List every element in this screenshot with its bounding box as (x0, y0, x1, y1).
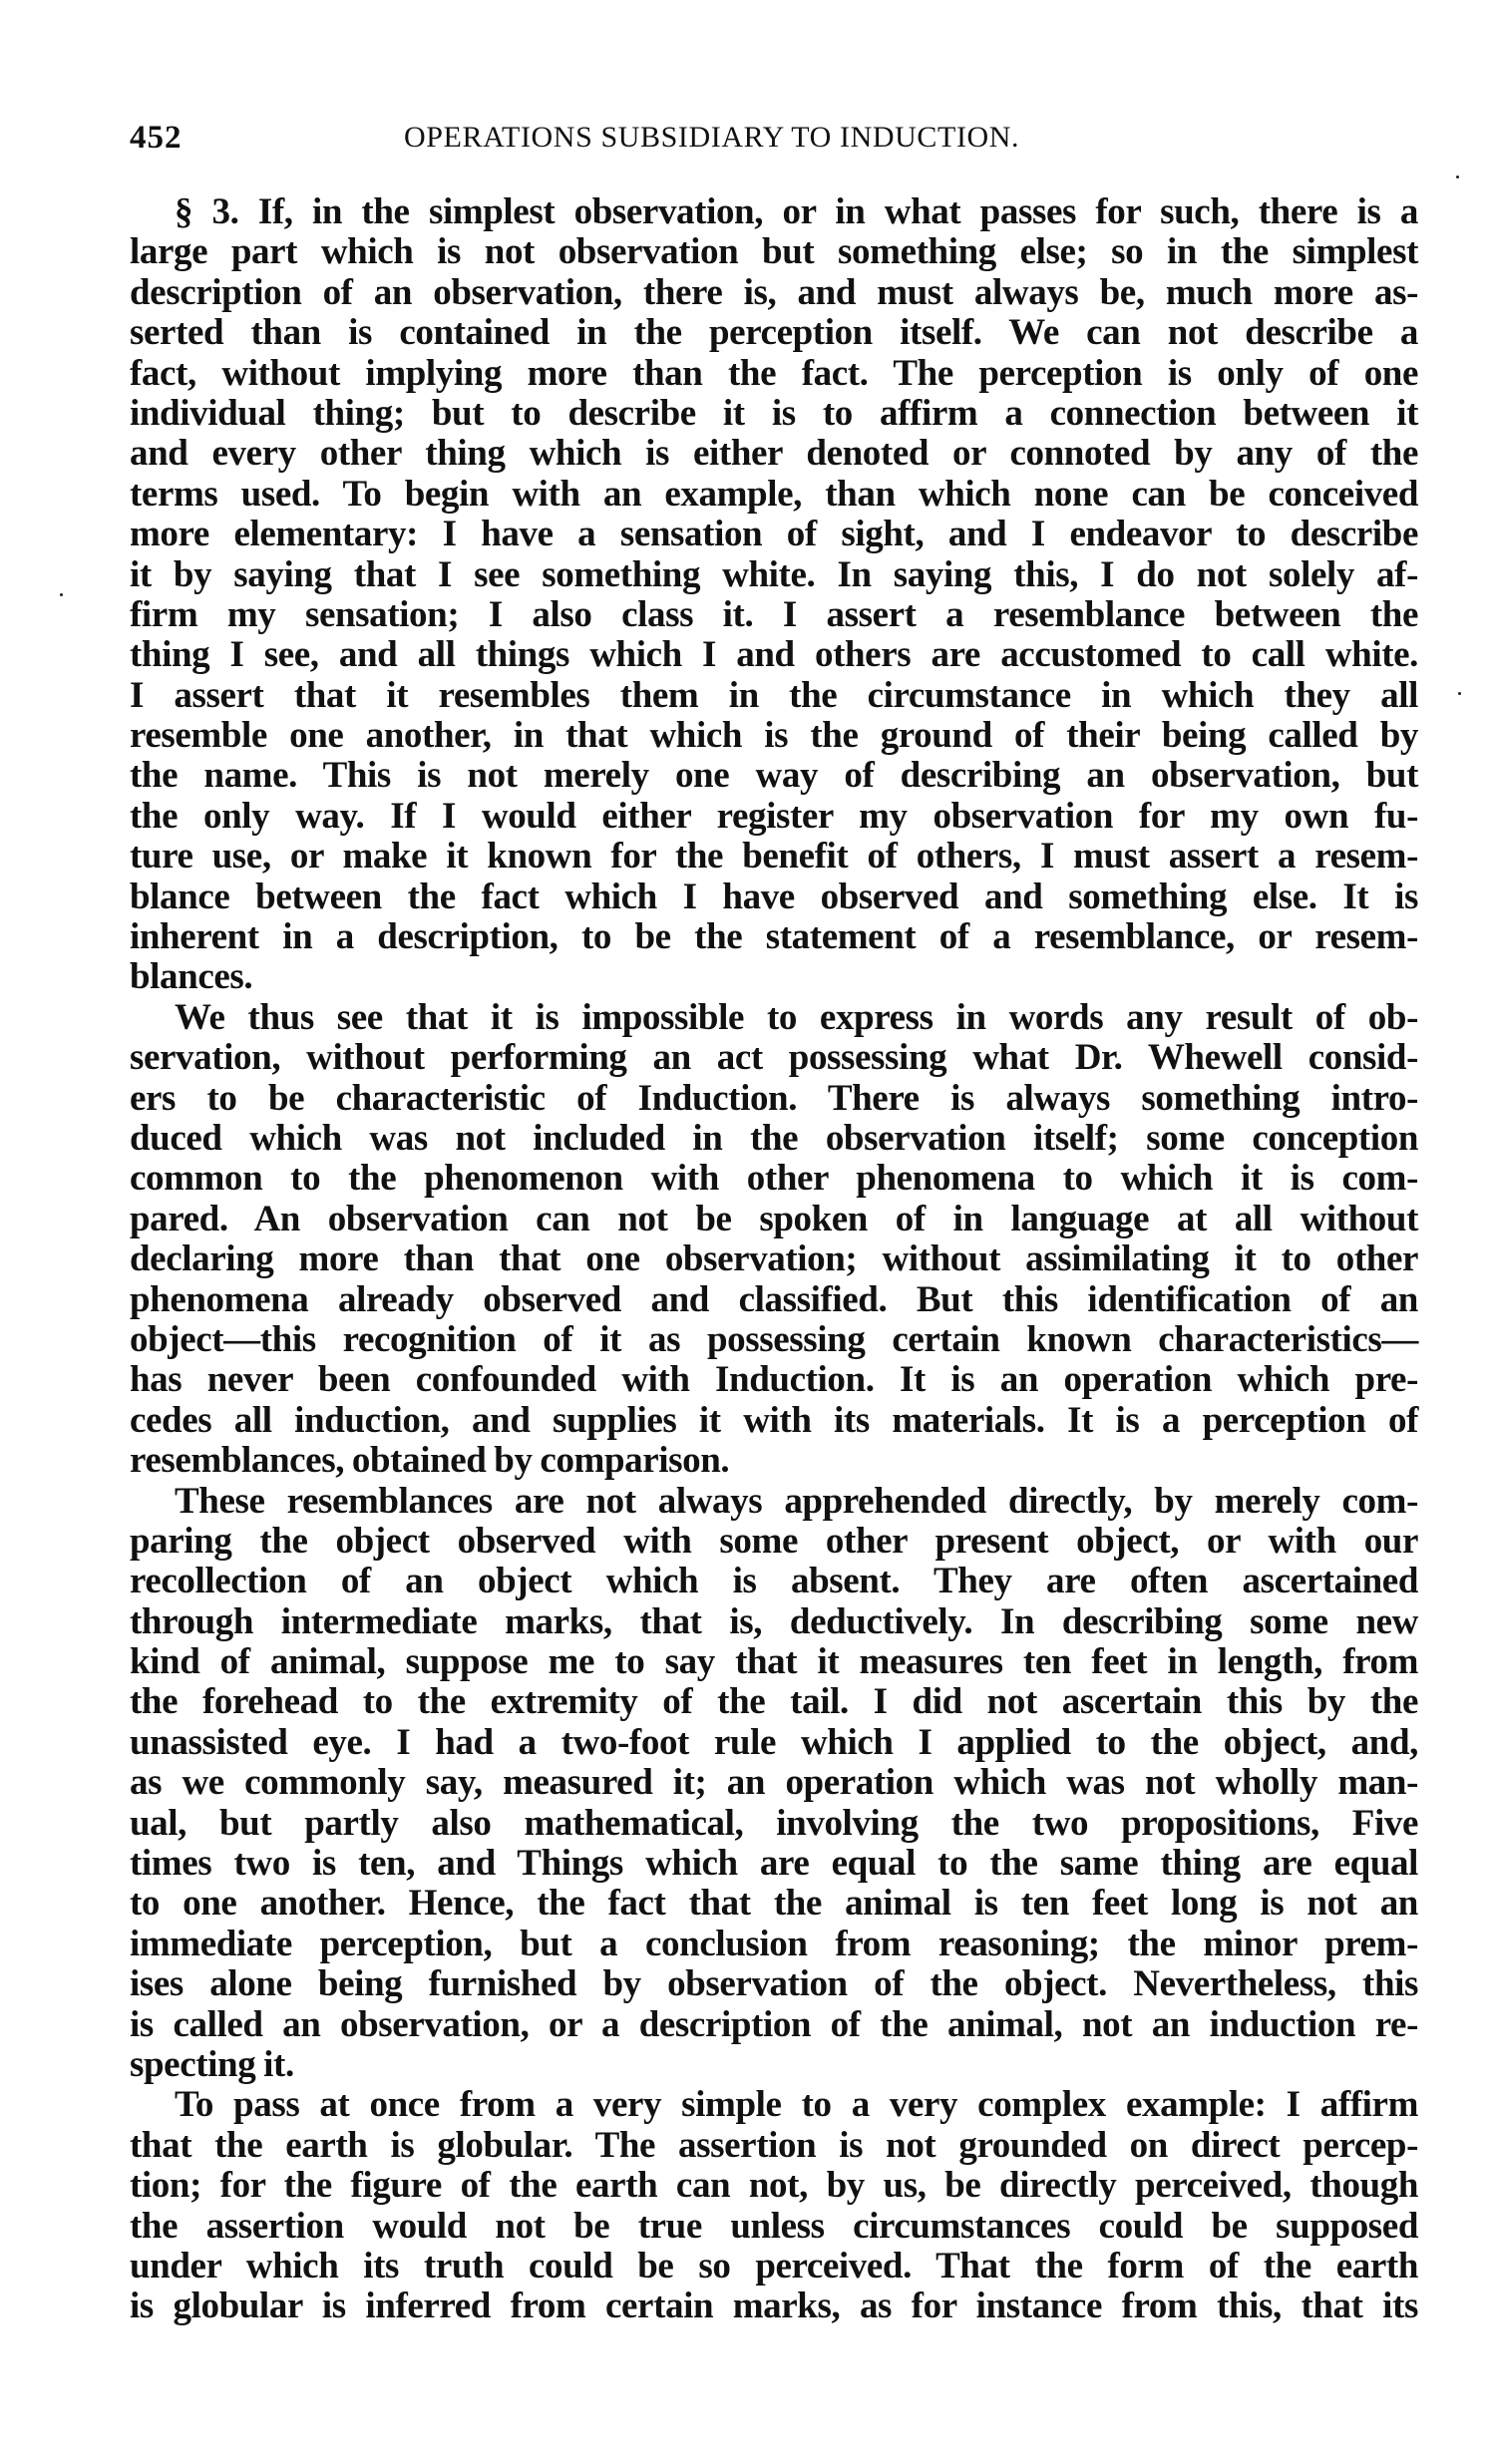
text-line-content: ture use, or make it known for the benefit of others, I must assert a resem- (130, 836, 1418, 878)
text-line (130, 635, 1418, 675)
text-line (130, 2085, 1418, 2125)
text-line (130, 1723, 1418, 1763)
text-line-content: ises alone being furnished by observation of the object. Nevertheless, this (130, 1963, 1418, 2005)
text-line-content: to one another. Hence, the fact that the animal is ten feet long is not an (130, 1883, 1418, 1925)
text-line (130, 998, 1418, 1038)
text-line (130, 192, 1418, 232)
text-line (130, 1119, 1418, 1159)
text-line-content: fact, without implying more than the fact. The perception is only of one (130, 352, 1418, 394)
body-text (130, 192, 1418, 2327)
text-line-content: times two is ten, and Things which are equal to the same thing are equal (130, 1843, 1418, 1885)
text-line-content: We thus see that it is impossible to express in words any result of ob- (175, 996, 1418, 1038)
text-line (130, 1280, 1418, 1320)
text-line-content: has never been confounded with Induction. It is an operation which pre- (130, 1359, 1418, 1401)
scan-speck (1458, 692, 1461, 695)
text-line (130, 1441, 1418, 1481)
text-line-content: more elementary: I have a sensation of sight, and I endeavor to describe (130, 514, 1418, 555)
text-line (130, 394, 1418, 434)
text-line-content: through intermediate marks, that is, deductively. In describing some new (130, 1600, 1418, 1642)
text-line (130, 1562, 1418, 1601)
text-line-content: the name. This is not merely one way of describing an observation, but (130, 755, 1418, 797)
text-line (130, 354, 1418, 394)
text-line (130, 595, 1418, 635)
text-line (130, 1964, 1418, 2004)
text-line (130, 313, 1418, 353)
text-line (130, 515, 1418, 554)
text-line-content: as we commonly say, measured it; an operation which was not wholly man- (130, 1762, 1418, 1804)
text-line-content: is called an observation, or a description of the animal, not an induction re- (130, 2003, 1418, 2045)
paragraph (130, 192, 1418, 998)
text-line-content: serted than is contained in the perception itself. We can not describe a (130, 312, 1418, 354)
text-line-content: declaring more than that one observation; without assimilating it to other (130, 1238, 1418, 1280)
text-line (130, 1239, 1418, 1279)
text-line-content: specting it. (130, 2043, 294, 2085)
text-line-content: ual, but partly also mathematical, involving the two propositions, Five (130, 1802, 1418, 1844)
text-line-content: tion; for the figure of the earth can not, by us, be directly perceived, though (130, 2165, 1418, 2207)
text-line (130, 917, 1418, 957)
text-line-content: resemblances, obtained by comparison. (130, 1440, 730, 1482)
paragraph (130, 2085, 1418, 2326)
text-line-content: the only way. If I would either register my observation for my own fu- (130, 795, 1418, 837)
text-line (130, 232, 1418, 272)
text-line (130, 756, 1418, 796)
text-line-content: firm my sensation; I also class it. I assert a resemblance between the (130, 593, 1418, 635)
text-line-content: I assert that it resembles them in the circumstance in which they all (130, 674, 1418, 716)
scan-speck (60, 593, 63, 596)
text-line-content: terms used. To begin with an example, than which none can be conceived (130, 473, 1418, 515)
text-line (130, 1682, 1418, 1722)
text-line-content: inherent in a description, to be the statement of a resemblance, or resem- (130, 916, 1418, 958)
text-line-content: ers to be characteristic of Induction. There is always something intro- (130, 1077, 1418, 1119)
text-line-content: individual thing; but to describe it is to affirm a connection between it (130, 392, 1418, 434)
text-line-content: paring the object observed with some other present object, or with our (130, 1520, 1418, 1562)
text-line-content: that the earth is globular. The assertion is not grounded on direct percep- (130, 2124, 1418, 2166)
running-head: OPERATIONS SUBSIDIARY TO INDUCTION. (404, 121, 1020, 154)
text-line-content: servation, without performing an act possessing what Dr. Whewell consid- (130, 1037, 1418, 1079)
text-line (130, 1038, 1418, 1078)
text-line-content: blances. (130, 956, 253, 998)
page-header (130, 118, 1418, 158)
text-line-content: the assertion would not be true unless circumstances could be supposed (130, 2205, 1418, 2247)
text-line (130, 837, 1418, 877)
text-line (130, 273, 1418, 313)
text-line (130, 2005, 1418, 2045)
text-line (130, 1360, 1418, 1400)
text-line-content: cedes all induction, and supplies it with its materials. It is a perception of (130, 1399, 1418, 1441)
text-line-content: kind of animal, suppose me to say that it measures ten feet in length, from (130, 1641, 1418, 1683)
text-line-content: resemble one another, in that which is the ground of their being called by (130, 715, 1418, 757)
text-line-content: is globular is inferred from certain marks, as for instance from this, that its (130, 2286, 1418, 2327)
text-line (130, 1642, 1418, 1682)
text-line (130, 1602, 1418, 1642)
text-line-content: thing I see, and all things which I and others are accustomed to call white. (130, 634, 1418, 676)
text-line-content: unassisted eye. I had a two-foot rule which I applied to the object, and, (130, 1721, 1418, 1763)
text-line (130, 1925, 1418, 1964)
text-line (130, 1763, 1418, 1803)
text-line (130, 1884, 1418, 1924)
text-line (130, 1804, 1418, 1844)
text-line-content: pared. An observation can not be spoken of in language at all without (130, 1198, 1418, 1239)
text-line-content: duced which was not included in the observation itself; some conception (130, 1117, 1418, 1159)
text-line (130, 676, 1418, 716)
text-line-content: common to the phenomenon with other phenomena to which it is com- (130, 1158, 1418, 1200)
text-line-content: large part which is not observation but something else; so in the simplest (130, 231, 1418, 273)
text-line (130, 1200, 1418, 1239)
text-line (130, 555, 1418, 595)
text-line-content: and every other thing which is either denoted or connoted by any of the (130, 433, 1418, 475)
text-line (130, 2287, 1418, 2326)
text-line (130, 1401, 1418, 1441)
text-line (130, 1079, 1418, 1119)
text-line-content: recollection of an object which is absent. They are often ascertained (130, 1561, 1418, 1602)
text-line-content: § 3. If, in the simplest observation, or in what passes for such, there is a (175, 191, 1418, 232)
text-line (130, 1482, 1418, 1522)
text-line (130, 1844, 1418, 1884)
text-line (130, 2247, 1418, 2287)
text-line (130, 957, 1418, 997)
paragraph (130, 1482, 1418, 2086)
text-line (130, 2166, 1418, 2206)
text-line-content: phenomena already observed and classified. But this identification of an (130, 1278, 1418, 1320)
page-number: 452 (130, 120, 183, 156)
text-line (130, 716, 1418, 756)
text-line (130, 878, 1418, 917)
paragraph (130, 998, 1418, 1482)
text-line-content: These resemblances are not always apprehended directly, by merely com- (175, 1480, 1418, 1522)
text-line (130, 2126, 1418, 2166)
text-line-content: the forehead to the extremity of the tail. I did not ascertain this by the (130, 1681, 1418, 1723)
text-line (130, 797, 1418, 837)
text-line-content: blance between the fact which I have observed and something else. It is (130, 876, 1418, 917)
text-line (130, 434, 1418, 474)
text-line-content: under which its truth could be so perceived. That the form of the earth (130, 2245, 1418, 2287)
text-line-content: To pass at once from a very simple to a very complex example: I affirm (175, 2084, 1418, 2126)
text-line (130, 1522, 1418, 1562)
text-line (130, 475, 1418, 515)
text-line-content: object—this recognition of it as possessing certain known characteristics— (130, 1318, 1418, 1360)
text-line-content: immediate perception, but a conclusion from reasoning; the minor prem- (130, 1923, 1418, 1964)
text-line (130, 1320, 1418, 1360)
text-line-content: description of an observation, there is, and must always be, much more as- (130, 271, 1418, 313)
text-line (130, 2045, 1418, 2085)
scan-speck (1456, 176, 1459, 178)
text-line (130, 1159, 1418, 1199)
text-line (130, 2207, 1418, 2247)
text-line-content: it by saying that I see something white. In saying this, I do not solely af- (130, 553, 1418, 595)
